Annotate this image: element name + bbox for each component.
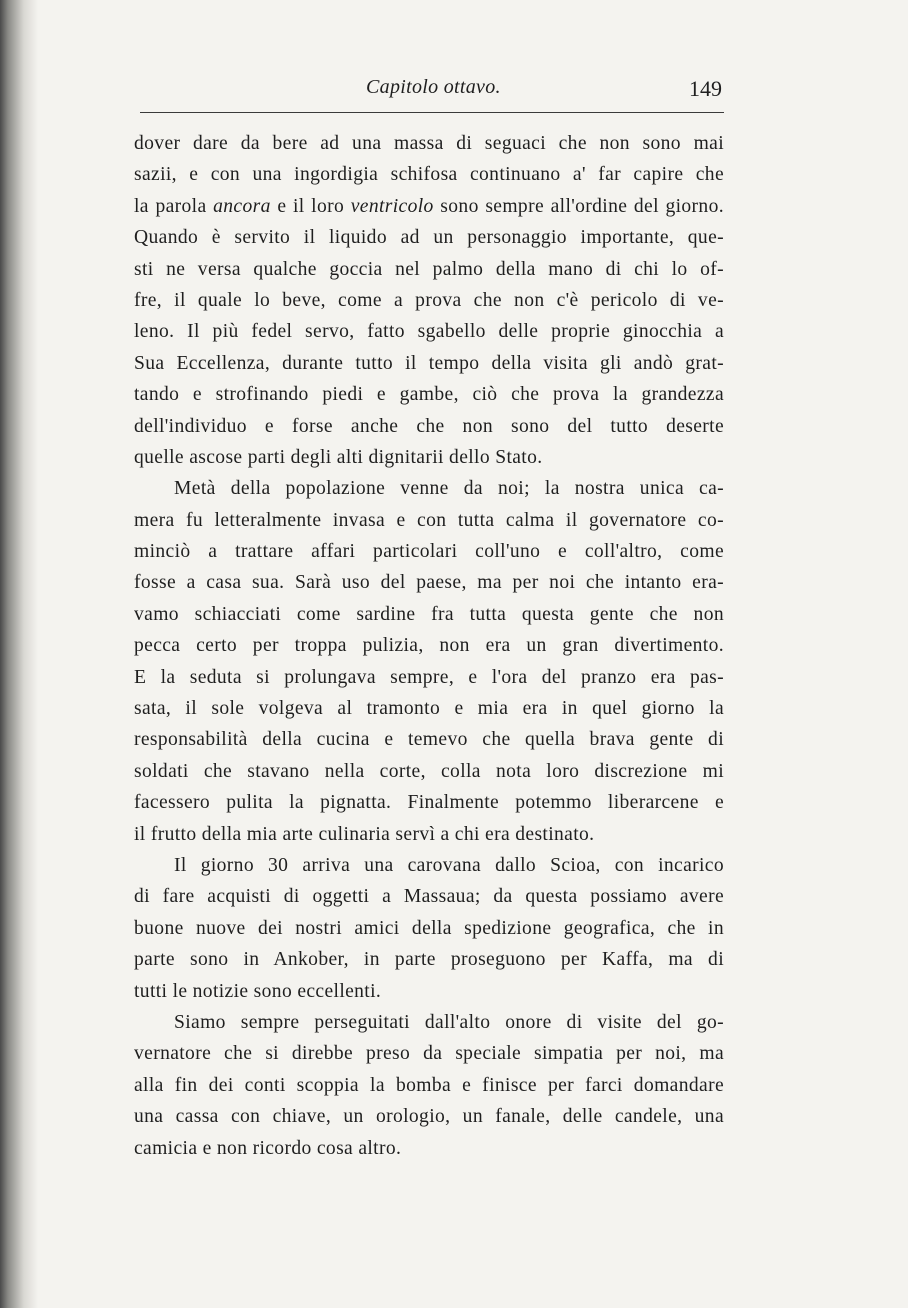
text-line: mera fu letteralmente invasa e con tutta calma il governatore co-	[134, 509, 724, 531]
text-line: Sua Eccellenza, durante tutto il tempo della visita gli andò grat-	[134, 352, 724, 374]
page-number: 149	[689, 76, 722, 101]
text-line: il frutto della mia arte culinaria servì a chi era destinato.	[134, 823, 595, 845]
text-line: fre, il quale lo beve, come a prova che non c'è pericolo di ve-	[134, 289, 724, 311]
italic-word-ancora: ancora	[213, 195, 271, 217]
text-line: responsabilità della cucina e temevo che quella brava gente di	[134, 729, 724, 751]
text-line: tando e strofinando piedi e gambe, ciò che prova la grandezza	[134, 384, 724, 406]
text-line: sazii, e con una ingordigia schifosa continuano a' far capire che	[134, 164, 724, 186]
running-head	[134, 76, 730, 104]
text-line: dover dare da bere ad una massa di seguaci che non sono mai	[134, 133, 724, 154]
body-text	[134, 128, 724, 1164]
text-line: Metà della popolazione venne da noi; la nostra unica ca-	[174, 478, 724, 500]
text-line: vamo schiacciati come sardine fra tutta questa gente che non	[134, 603, 724, 625]
text-line: buone nuove dei nostri amici della spedizione geografica, che in	[134, 917, 724, 939]
text-line: parte sono in Ankober, in parte proseguono per Kaffa, ma di	[134, 949, 724, 971]
text-run: e il loro	[270, 195, 351, 217]
text-line: pecca certo per troppa pulizia, non era un gran divertimento.	[134, 635, 724, 657]
chapter-title: Capitolo ottavo.	[366, 76, 501, 98]
text-line: vernatore che si direbbe preso da speciale simpatia per noi, ma	[134, 1043, 724, 1065]
header-rule	[140, 112, 724, 113]
text-line: alla fin dei conti scoppia la bomba e finisce per farci domandare	[134, 1074, 724, 1096]
paragraph-1	[134, 128, 724, 473]
paragraph-3	[134, 850, 724, 1007]
text-line: dell'individuo e forse anche che non sono del tutto deserte	[134, 415, 724, 437]
text-line: leno. Il più fedel servo, fatto sgabello delle proprie ginocchia a	[134, 321, 724, 343]
text-line: una cassa con chiave, un orologio, un fanale, delle candele, una	[134, 1106, 724, 1128]
text-line: sti ne versa qualche goccia nel palmo della mano di chi lo of-	[134, 258, 724, 280]
text-line: quelle ascose parti degli alti dignitarii dello Stato.	[134, 446, 543, 468]
italic-word-ventricolo: ventricolo	[350, 195, 434, 217]
text-run: sono sempre all'ordine del giorno.	[433, 195, 724, 217]
text-line: Siamo sempre perseguitati dall'alto onore di visite del go-	[174, 1011, 724, 1033]
text-line	[134, 191, 724, 222]
text-line: minciò a trattare affari particolari coll'uno e coll'altro, come	[134, 541, 724, 563]
text-run: la parola	[134, 195, 214, 217]
text-line: fosse a casa sua. Sarà uso del paese, ma per noi che intanto era-	[134, 572, 724, 594]
paragraph-2	[134, 473, 724, 850]
text-line: Quando è servito il liquido ad un personaggio importante, que-	[134, 227, 724, 249]
text-line: Il giorno 30 arriva una carovana dallo Scioa, con incarico	[174, 854, 724, 876]
paragraph-4	[134, 1007, 724, 1164]
text-line: E la seduta si prolungava sempre, e l'ora del pranzo era pas-	[134, 666, 724, 688]
book-spine-shadow	[0, 0, 38, 1308]
text-line: tutti le notizie sono eccellenti.	[134, 980, 382, 1002]
text-line: di fare acquisti di oggetti a Massaua; da questa possiamo avere	[134, 886, 724, 908]
text-line: facessero pulita la pignatta. Finalmente potemmo liberarcene e	[134, 792, 724, 814]
text-line: camicia e non ricordo cosa altro.	[134, 1137, 402, 1159]
text-line: soldati che stavano nella corte, colla nota loro discrezione mi	[134, 760, 724, 782]
text-line: sata, il sole volgeva al tramonto e mia era in quel giorno la	[134, 698, 724, 720]
